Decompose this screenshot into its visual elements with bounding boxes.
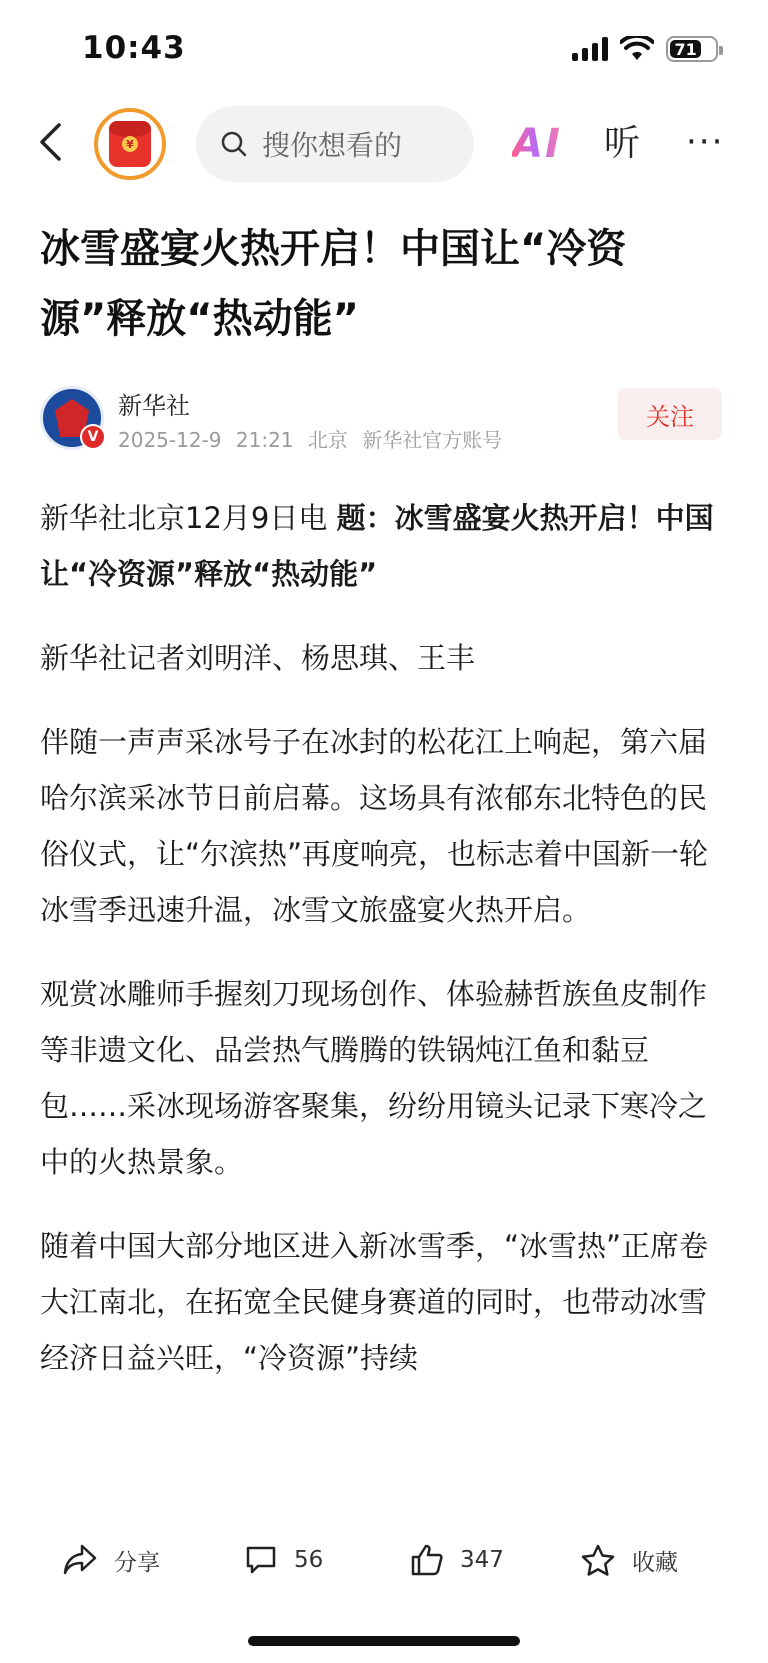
back-button[interactable] xyxy=(28,118,72,166)
source-row xyxy=(40,382,730,454)
more-options-button[interactable]: ··· xyxy=(686,122,725,162)
comment-button[interactable] xyxy=(244,1540,323,1580)
battery-icon xyxy=(666,36,718,62)
like-button[interactable] xyxy=(410,1540,504,1580)
source-name[interactable]: 新华社 xyxy=(118,392,190,420)
follow-button[interactable]: 关注 xyxy=(618,388,722,440)
search-placeholder: 搜你想看的 xyxy=(262,129,403,162)
status-time: 10:43 xyxy=(82,30,186,66)
battery-level: 71 xyxy=(670,40,701,58)
lead-headline: 题：冰雪盛宴火热开启！中国让“冷资源”释放“热动能” xyxy=(40,501,714,591)
account-type: 新华社官方账号 xyxy=(362,428,503,452)
article-title: 冰雪盛宴火热开启！中国让“冷资源”释放“热动能” xyxy=(40,226,627,342)
dateline: 新华社北京12月9日电 xyxy=(40,501,337,535)
lead-paragraph xyxy=(40,490,732,602)
comment-icon xyxy=(244,1544,278,1576)
cellular-signal-icon xyxy=(572,37,608,61)
thumbs-up-icon xyxy=(410,1543,444,1577)
collect-button[interactable] xyxy=(580,1540,678,1580)
paragraph: 伴随一声声采冰号子在冰封的松花江上响起，第六届哈尔滨采冰节日前启幕。这场具有浓郁东北特色的民俗仪式，让“尔滨热”再度响亮，也标志着中国新一轮冰雪季迅速升温，冰雪文旅盛宴火热开启。 xyxy=(40,725,709,927)
listen-button[interactable]: 听 xyxy=(604,123,641,164)
search-icon xyxy=(220,130,248,158)
status-bar xyxy=(0,0,768,100)
red-packet-button[interactable] xyxy=(94,108,166,180)
publish-date: 2025-12-9 xyxy=(118,428,222,452)
comment-count: 56 xyxy=(294,1547,324,1573)
star-icon xyxy=(580,1543,616,1577)
paragraph: 观赏冰雕师手握刻刀现场创作、体验赫哲族鱼皮制作等非遗文化、品尝热气腾腾的铁锅炖江鱼和黏豆包……采冰现场游客聚集，纷纷用镜头记录下寒冷之中的火热景象。 xyxy=(40,977,708,1179)
paragraph: 随着中国大部分地区进入新冰雪季，“冰雪热”正席卷大江南北，在拓宽全民健身赛道的同时，也带动冰雪经济日益兴旺，“冷资源”持续 xyxy=(40,1229,709,1375)
share-label: 分享 xyxy=(114,1549,160,1576)
publish-location: 北京 xyxy=(307,428,348,452)
source-meta xyxy=(118,424,510,453)
home-indicator[interactable] xyxy=(248,1636,520,1646)
coin-icon: ¥ xyxy=(122,136,138,152)
top-nav-bar xyxy=(0,100,768,192)
paragraph: 新华社记者刘明洋、杨思琪、王丰 xyxy=(40,641,476,675)
verified-badge-icon: V xyxy=(80,424,106,450)
ai-button[interactable]: AI xyxy=(512,114,562,174)
like-count: 347 xyxy=(460,1547,504,1573)
status-icons xyxy=(572,36,718,62)
red-envelope-icon xyxy=(109,121,151,167)
share-icon xyxy=(62,1543,98,1577)
search-input[interactable] xyxy=(196,106,474,182)
share-button[interactable] xyxy=(62,1540,160,1580)
wifi-icon xyxy=(620,36,654,62)
article-body xyxy=(40,490,732,1414)
publish-time: 21:21 xyxy=(235,428,294,452)
collect-label: 收藏 xyxy=(632,1549,678,1576)
bottom-action-bar xyxy=(0,1512,768,1624)
chevron-left-icon xyxy=(37,122,63,162)
